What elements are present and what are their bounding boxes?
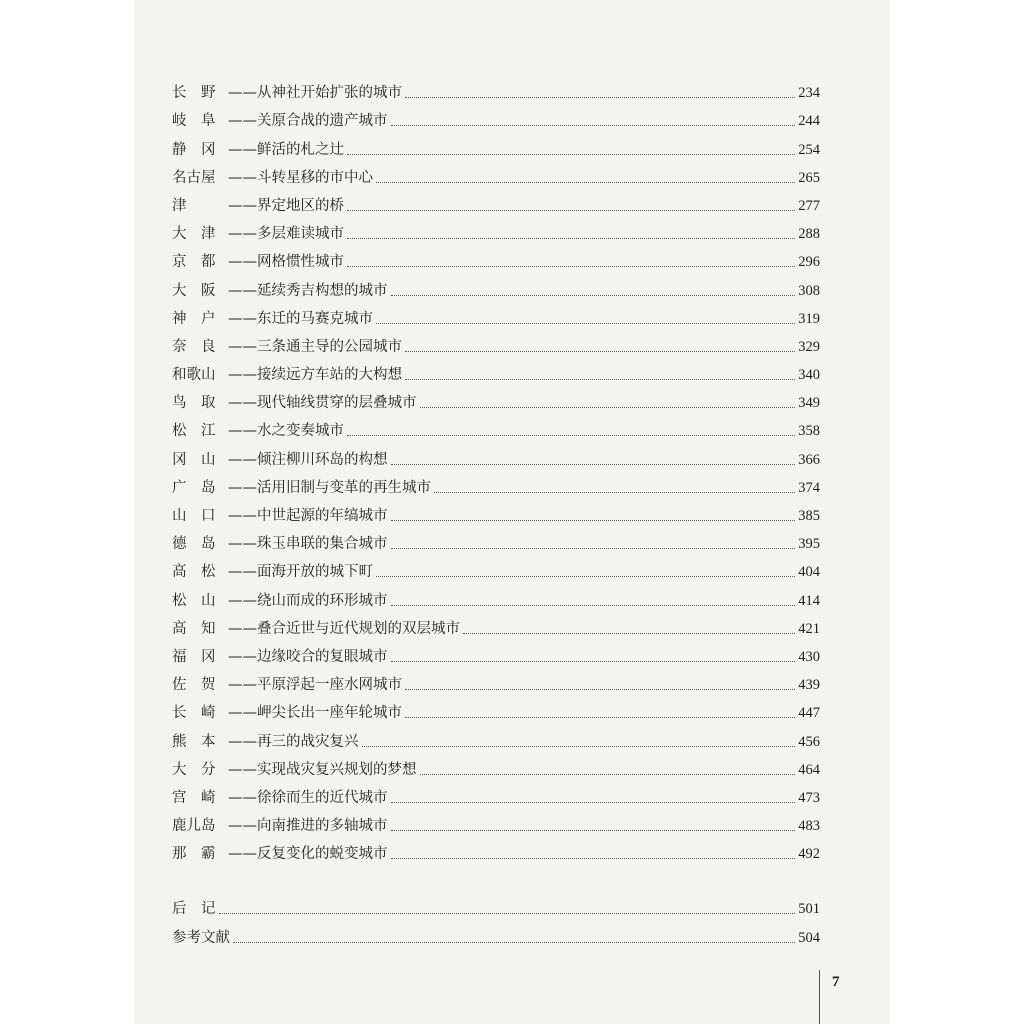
toc-city-name: 高 松 xyxy=(172,564,216,581)
toc-leader-dots xyxy=(391,125,796,126)
toc-entry xyxy=(172,469,820,497)
toc-leader-dots xyxy=(347,238,795,239)
toc-dash: —— xyxy=(228,113,257,130)
toc-title: 实现战灾复兴规划的梦想 xyxy=(257,761,417,778)
toc-entry xyxy=(172,610,820,638)
toc-city-name: 冈 山 xyxy=(172,451,216,468)
toc-page-number: 296 xyxy=(798,254,820,271)
toc-title: 反复变化的蜕变城市 xyxy=(257,846,388,863)
toc-page-number: 430 xyxy=(798,648,820,665)
toc-dash: —— xyxy=(228,818,257,835)
toc-city-name: 静 冈 xyxy=(172,141,216,158)
toc-entry xyxy=(172,638,820,666)
toc-leader-dots xyxy=(362,746,796,747)
toc-dash: —— xyxy=(228,85,257,102)
toc-leader-dots xyxy=(391,295,796,296)
toc-title: 界定地区的桥 xyxy=(257,197,344,214)
toc-back-matter-title: 后 记 xyxy=(172,901,216,918)
toc-page-number: 483 xyxy=(798,818,820,835)
toc-entry xyxy=(172,497,820,525)
toc-page-number: 439 xyxy=(798,677,820,694)
toc-page-number: 492 xyxy=(798,846,820,863)
toc-title: 叠合近世与近代规划的双层城市 xyxy=(257,620,460,637)
toc-leader-dots xyxy=(420,407,796,408)
toc-city-name: 松 山 xyxy=(172,592,216,609)
toc-title: 向南推进的多轴城市 xyxy=(257,818,388,835)
toc-leader-dots xyxy=(405,717,795,718)
table-of-contents xyxy=(172,74,820,947)
toc-title: 中世起源的年缟城市 xyxy=(257,508,388,524)
toc-entry xyxy=(172,581,820,609)
toc-leader-dots xyxy=(405,689,795,690)
toc-leader-dots xyxy=(376,182,795,183)
toc-page-number: 404 xyxy=(798,564,820,581)
toc-city-name: 名古屋 xyxy=(172,169,216,186)
toc-dash: —— xyxy=(228,282,257,299)
toc-dash: —— xyxy=(228,479,257,496)
toc-leader-dots xyxy=(405,97,795,98)
toc-title: 徐徐而生的近代城市 xyxy=(257,789,388,806)
toc-city-name: 熊 本 xyxy=(172,733,216,750)
toc-city-name: 鸟 取 xyxy=(172,395,216,412)
toc-dash: —— xyxy=(228,141,257,158)
toc-dash: —— xyxy=(228,677,257,694)
toc-page-number: 447 xyxy=(798,705,820,722)
toc-page-number: 340 xyxy=(798,367,820,384)
toc-city-name: 长 野 xyxy=(172,85,216,102)
toc-city-name: 奈 良 xyxy=(172,338,216,355)
toc-title: 从神社开始扩张的城市 xyxy=(257,85,402,102)
toc-entry xyxy=(172,807,820,835)
toc-entry xyxy=(172,300,820,328)
toc-leader-dots xyxy=(347,210,795,211)
toc-page-number: 501 xyxy=(798,901,820,918)
toc-title: 绕山而成的环形城市 xyxy=(257,592,388,609)
toc-dash: —— xyxy=(228,648,257,665)
toc-city-name: 大 分 xyxy=(172,761,216,778)
toc-title: 珠玉串联的集合城市 xyxy=(257,536,388,553)
toc-title: 鲜活的札之辻 xyxy=(257,141,344,158)
toc-entry xyxy=(172,440,820,468)
toc-dash: —— xyxy=(228,846,257,863)
toc-entry xyxy=(172,412,820,440)
toc-dash: —— xyxy=(228,705,257,722)
toc-dash: —— xyxy=(228,592,257,609)
toc-city-name: 德 岛 xyxy=(172,536,216,553)
toc-leader-dots xyxy=(347,435,795,436)
toc-title: 平原浮起一座水网城市 xyxy=(257,677,402,694)
toc-leader-dots xyxy=(405,379,795,380)
toc-leader-dots xyxy=(391,520,796,521)
toc-page-number: 329 xyxy=(798,338,820,355)
toc-entry xyxy=(172,215,820,243)
toc-gap xyxy=(172,863,820,890)
toc-leader-dots xyxy=(233,942,795,943)
toc-title: 岬尖长出一座年轮城市 xyxy=(257,705,402,722)
toc-page-number: 366 xyxy=(798,451,820,468)
toc-entry xyxy=(172,694,820,722)
toc-dash: —— xyxy=(228,338,257,355)
toc-entry xyxy=(172,187,820,215)
toc-entry xyxy=(172,779,820,807)
toc-entry xyxy=(172,666,820,694)
toc-dash: —— xyxy=(228,310,257,327)
toc-dash: —— xyxy=(228,451,257,468)
toc-page-number: 288 xyxy=(798,226,820,243)
toc-dash: —— xyxy=(228,169,257,186)
toc-leader-dots xyxy=(391,464,796,465)
toc-title: 延续秀吉构想的城市 xyxy=(257,282,388,299)
toc-page-number: 349 xyxy=(798,395,820,412)
toc-city-name: 鹿儿岛 xyxy=(172,818,216,835)
toc-entry xyxy=(172,384,820,412)
toc-page-number: 277 xyxy=(798,197,820,214)
toc-city-name: 佐 贺 xyxy=(172,677,216,694)
toc-title: 边缘咬合的复眼城市 xyxy=(257,648,388,665)
toc-page-number: 395 xyxy=(798,536,820,553)
toc-page-number: 421 xyxy=(798,620,820,637)
toc-dash: —— xyxy=(228,197,257,214)
toc-title: 多层难读城市 xyxy=(257,226,344,243)
toc-city-name: 山 口 xyxy=(172,508,216,524)
toc-city-name: 松 江 xyxy=(172,423,216,440)
folio-divider xyxy=(819,970,820,1024)
toc-entry xyxy=(172,74,820,102)
toc-entry xyxy=(172,102,820,130)
toc-city-name: 福 冈 xyxy=(172,648,216,665)
toc-entry xyxy=(172,835,820,863)
toc-page-number: 456 xyxy=(798,733,820,750)
toc-leader-dots xyxy=(391,661,796,662)
toc-city-name: 京 都 xyxy=(172,254,216,271)
toc-dash: —— xyxy=(228,508,257,524)
toc-city-name: 神 户 xyxy=(172,310,216,327)
toc-page-number: 254 xyxy=(798,141,820,158)
toc-dash: —— xyxy=(228,254,257,271)
toc-leader-dots xyxy=(420,774,796,775)
toc-leader-dots xyxy=(463,633,795,634)
toc-entry xyxy=(172,130,820,158)
toc-entry xyxy=(172,356,820,384)
toc-title: 三条通主导的公园城市 xyxy=(257,338,402,355)
toc-page-number: 374 xyxy=(798,479,820,496)
toc-city-name: 大 津 xyxy=(172,226,216,243)
toc-entry xyxy=(172,159,820,187)
toc-title: 斗转星移的市中心 xyxy=(257,169,373,186)
toc-leader-dots xyxy=(391,802,796,803)
toc-title: 东迁的马赛克城市 xyxy=(257,310,373,327)
toc-page-number: 473 xyxy=(798,789,820,806)
toc-entry xyxy=(172,525,820,553)
toc-title: 水之变奏城市 xyxy=(257,423,344,440)
toc-page-number: 414 xyxy=(798,592,820,609)
toc-city-name: 长 崎 xyxy=(172,705,216,722)
toc-title: 关原合战的遗产城市 xyxy=(257,113,388,130)
toc-page-number: 234 xyxy=(798,85,820,102)
toc-dash: —— xyxy=(228,536,257,553)
toc-leader-dots xyxy=(391,830,796,831)
toc-entry xyxy=(172,751,820,779)
toc-leader-dots xyxy=(391,548,796,549)
toc-dash: —— xyxy=(228,733,257,750)
toc-dash: —— xyxy=(228,761,257,778)
toc-city-name: 和歌山 xyxy=(172,367,216,384)
toc-dash: —— xyxy=(228,789,257,806)
toc-city-name: 宫 崎 xyxy=(172,789,216,806)
page-number: 7 xyxy=(832,974,840,990)
toc-back-matter-entry xyxy=(172,918,820,946)
toc-entry xyxy=(172,722,820,750)
toc-leader-dots xyxy=(347,266,795,267)
toc-dash: —— xyxy=(228,395,257,412)
toc-city-name: 广 岛 xyxy=(172,479,216,496)
toc-entry xyxy=(172,328,820,356)
toc-back-matter-entry xyxy=(172,890,820,918)
toc-page-number: 244 xyxy=(798,113,820,130)
toc-city-name: 高 知 xyxy=(172,620,216,637)
toc-entry xyxy=(172,271,820,299)
toc-dash: —— xyxy=(228,620,257,637)
toc-title: 现代轴线贯穿的层叠城市 xyxy=(257,395,417,412)
toc-city-name: 那 霸 xyxy=(172,846,216,863)
toc-entry xyxy=(172,553,820,581)
toc-leader-dots xyxy=(376,576,795,577)
toc-city-name: 津 xyxy=(172,197,187,214)
toc-title: 面海开放的城下町 xyxy=(257,564,373,581)
toc-dash: —— xyxy=(228,564,257,581)
toc-title: 再三的战灾复兴 xyxy=(257,733,359,750)
toc-entry xyxy=(172,243,820,271)
toc-page-number: 265 xyxy=(798,169,820,186)
book-page xyxy=(134,0,890,1024)
toc-dash: —— xyxy=(228,226,257,243)
toc-leader-dots xyxy=(434,492,795,493)
toc-title: 倾注柳川环岛的构想 xyxy=(257,451,388,468)
toc-page-number: 319 xyxy=(798,310,820,327)
toc-title: 接续远方车站的大构想 xyxy=(257,367,402,384)
toc-dash: —— xyxy=(228,423,257,440)
toc-page-number: 464 xyxy=(798,761,820,778)
toc-page-number: 504 xyxy=(798,929,820,946)
toc-leader-dots xyxy=(376,323,795,324)
toc-dash: —— xyxy=(228,367,257,384)
toc-leader-dots xyxy=(405,351,795,352)
toc-leader-dots xyxy=(391,605,796,606)
toc-city-name: 大 阪 xyxy=(172,282,216,299)
toc-back-matter-title: 参考文献 xyxy=(172,929,230,946)
toc-title: 活用旧制与变革的再生城市 xyxy=(257,479,431,496)
toc-leader-dots xyxy=(219,913,796,914)
toc-leader-dots xyxy=(391,858,796,859)
toc-page-number: 385 xyxy=(798,508,820,524)
toc-city-name: 岐 阜 xyxy=(172,113,216,130)
toc-leader-dots xyxy=(347,154,795,155)
toc-page-number: 308 xyxy=(798,282,820,299)
toc-page-number: 358 xyxy=(798,423,820,440)
toc-title: 网格惯性城市 xyxy=(257,254,344,271)
